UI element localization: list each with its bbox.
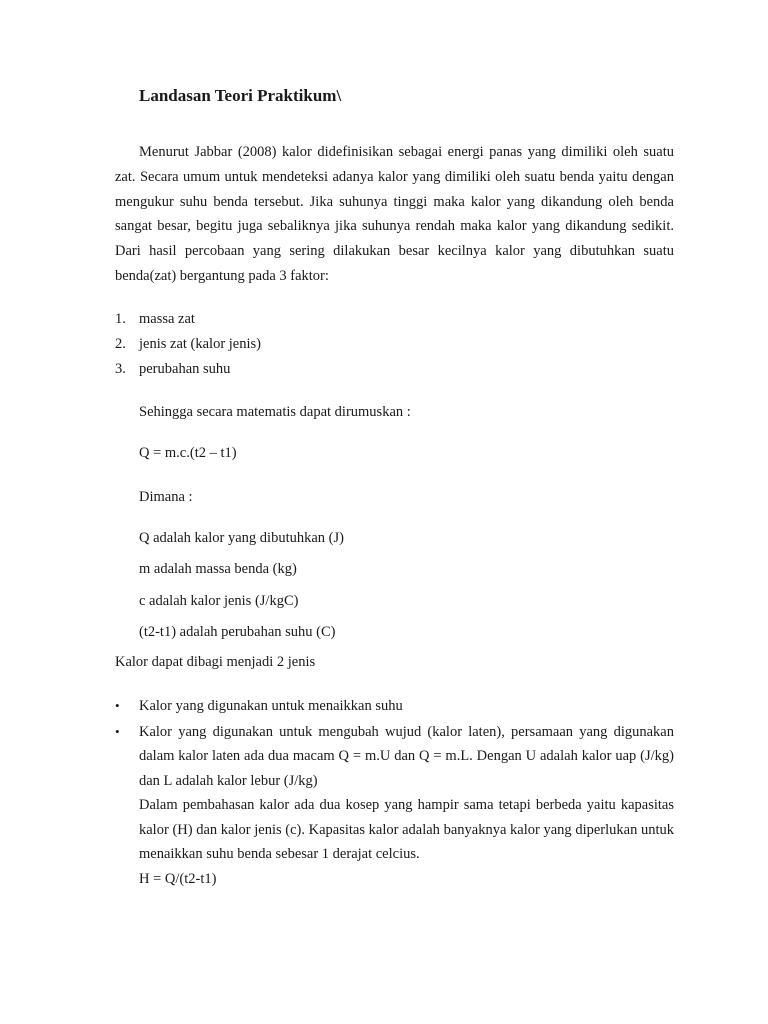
list-item	[115, 720, 674, 892]
capacity-paragraph: Dalam pembahasan kalor ada dua kosep yang hampir sama tetapi berbeda yaitu kapasitas kalor (H) dan kalor jenis (c). Kapasitas kalor adalah banyaknya kalor yang diperlukan untuk menaikkan suhu benda sebesar 1 derajat celcius.	[139, 797, 674, 862]
list-item-text: Kalor yang digunakan untuk menaikkan suhu	[139, 698, 403, 714]
types-intro: Kalor dapat dibagi menjadi 2 jenis	[115, 654, 316, 670]
list-item-text: Kalor yang digunakan untuk mengubah wujud (kalor laten), persamaan yang digunakan dalam kalor laten ada dua macam Q = m.U dan Q = m.L. Dengan U adalah kalor uap (J/kg) dan L adalah kalor lebur (J/kg)	[139, 723, 674, 789]
formula-intro: Sehingga secara matematis dapat dirumuskan :	[139, 404, 411, 420]
list-number: 1.	[115, 311, 126, 327]
bullet-icon: •	[115, 698, 120, 713]
definition-dt: (t2-t1) adalah perubahan suhu (C)	[139, 624, 336, 640]
where-label: Dimana :	[139, 489, 193, 505]
formula: Q = m.c.(t2 – t1)	[139, 445, 237, 461]
bullet-icon: •	[115, 723, 120, 739]
definition-m: m adalah massa benda (kg)	[139, 561, 297, 577]
intro-paragraph: Menurut Jabbar (2008) kalor didefinisikan sebagai energi panas yang dimiliki oleh suatu zat. Secara umum untuk mendeteksi adanya kalor yang dimiliki oleh suatu benda yaitu dengan mengukur suhu benda tersebut. Jika suhunya tinggi maka kalor yang dikandung oleh benda sangat besar, begitu juga sebaliknya jika suhunya rendah maka kalor yang dikandung sedikit. Dari hasil percobaan yang sering dilakukan besar kecilnya kalor yang dibutuhkan suatu benda(zat) bergantung pada 3 faktor:	[115, 144, 674, 284]
capacity-formula: H = Q/(t2-t1)	[139, 870, 217, 887]
list-item-text: perubahan suhu	[139, 361, 231, 377]
page-title: Landasan Teori Praktikum\	[139, 86, 342, 105]
definition-c: c adalah kalor jenis (J/kgC)	[139, 593, 299, 609]
list-item	[115, 332, 261, 357]
list-item	[115, 357, 261, 382]
list-item-text: jenis zat (kalor jenis)	[139, 336, 261, 352]
definition-q: Q adalah kalor yang dibutuhkan (J)	[139, 530, 344, 546]
list-number: 2.	[115, 336, 126, 352]
list-item-text: massa zat	[139, 311, 195, 327]
factors-list	[115, 307, 261, 382]
list-item	[115, 694, 674, 719]
list-number: 3.	[115, 361, 126, 377]
list-item	[115, 307, 261, 332]
types-list	[115, 694, 674, 891]
